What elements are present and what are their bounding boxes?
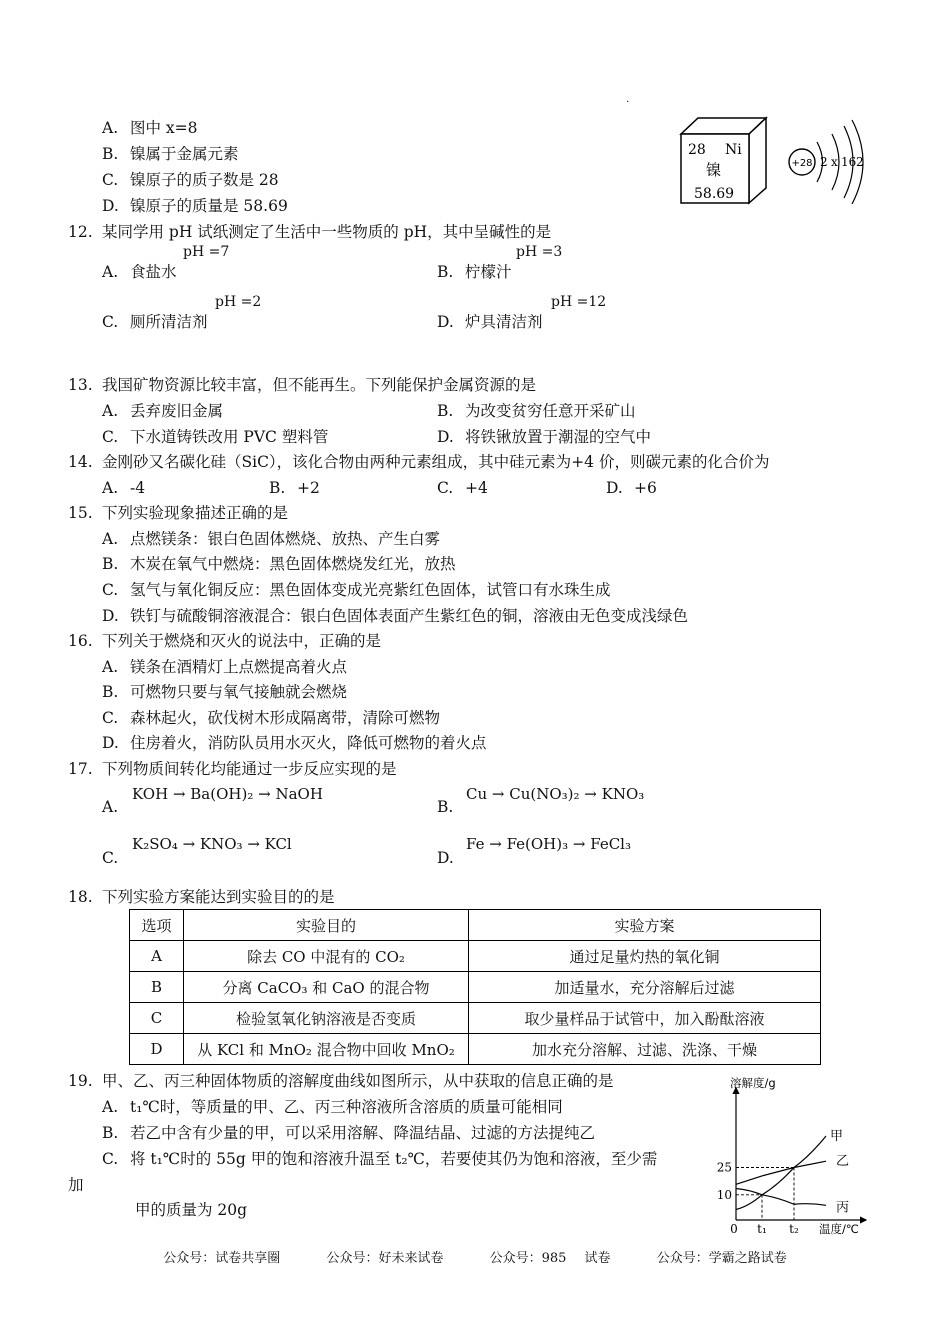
question-stem: 金刚砂又名碳化硅（SiC），该化合物由两种元素组成，其中硅元素为+4 价，则碳元素的化合价为 bbox=[102, 453, 770, 471]
option-letter: D. bbox=[102, 607, 119, 625]
option-text: 丢弃废旧金属 bbox=[130, 402, 224, 420]
option-letter: C. bbox=[102, 171, 119, 189]
series-label: 甲 bbox=[830, 1129, 844, 1144]
question-stem: 甲、乙、丙三种固体物质的溶解度曲线如图所示，从中获取的信息正确的是 bbox=[102, 1072, 614, 1090]
option-letter: D. bbox=[437, 849, 454, 867]
table-row bbox=[130, 972, 821, 1003]
option-letter: A. bbox=[102, 402, 119, 420]
table-cell: A bbox=[130, 941, 184, 972]
y-tick-label: 10 bbox=[716, 1187, 732, 1202]
option-text: 氢气与氧化铜反应：黑色固体变成光亮紫红色固体，试管口有水珠生成 bbox=[130, 581, 611, 599]
option-letter: D. bbox=[437, 428, 454, 446]
atom-structure-diagram bbox=[784, 114, 868, 206]
option-text: 将铁锹放置于潮湿的空气中 bbox=[465, 428, 652, 446]
y-axis-label: 溶解度/g bbox=[730, 1076, 776, 1090]
series-line-丙 bbox=[736, 1189, 826, 1206]
ph-value: pH =12 bbox=[551, 294, 607, 310]
table-cell: 加适量水，充分溶解后过滤 bbox=[469, 972, 821, 1003]
option-text: 镍原子的质量是 58.69 bbox=[130, 197, 288, 215]
option-text: +4 bbox=[465, 479, 488, 497]
footer-item: 公众号：好未来试卷 bbox=[326, 1251, 444, 1266]
option-text: 下水道铸铁改用 PVC 塑料管 bbox=[130, 428, 329, 446]
option-text-wrap: 加 bbox=[68, 1176, 84, 1194]
option-text: +6 bbox=[634, 479, 657, 497]
option-letter: B. bbox=[437, 798, 454, 816]
option-text: 图中 x=8 bbox=[130, 119, 198, 137]
option-text: 森林起火，砍伐树木形成隔离带，清除可燃物 bbox=[130, 709, 441, 727]
option-letter: C. bbox=[102, 581, 119, 599]
footer-item: 公众号：试卷共享圈 bbox=[163, 1251, 281, 1266]
table-cell: D bbox=[130, 1034, 184, 1065]
option-text: 将 t₁℃时的 55g 甲的饱和溶液升温至 t₂℃，若要使其仍为饱和溶液，至少需 bbox=[130, 1150, 658, 1168]
question-number: 13. bbox=[68, 376, 93, 394]
atom-nucleus-label: +28 bbox=[791, 158, 813, 169]
question-stem: 下列实验方案能达到实验目的的是 bbox=[102, 888, 335, 906]
option-letter: D. bbox=[102, 197, 119, 215]
option-letter: A. bbox=[102, 479, 119, 497]
shell-4-count: 2 bbox=[856, 155, 864, 169]
option-letter: B. bbox=[102, 1124, 119, 1142]
series-label: 乙 bbox=[836, 1154, 850, 1170]
question-stem: 我国矿物资源比较丰富，但不能再生。下列能保护金属资源的是 bbox=[102, 376, 537, 394]
question-stem: 下列实验现象描述正确的是 bbox=[102, 504, 289, 522]
option-text: 镍原子的质子数是 28 bbox=[130, 171, 279, 189]
option-letter: B. bbox=[102, 145, 119, 163]
table-header-cell: 实验方案 bbox=[469, 910, 821, 941]
option-letter: A. bbox=[102, 530, 119, 548]
x-axis-label: 温度/℃ bbox=[819, 1222, 859, 1236]
table-row bbox=[130, 1034, 821, 1065]
option-letter: D. bbox=[606, 479, 623, 497]
option-letter: B. bbox=[269, 479, 286, 497]
question-number: 18. bbox=[68, 888, 93, 906]
option-letter: B. bbox=[437, 402, 454, 420]
option-letter: D. bbox=[102, 734, 119, 752]
question-number: 14. bbox=[68, 453, 93, 471]
origin-label: 0 bbox=[730, 1222, 738, 1236]
option-letter: C. bbox=[102, 709, 119, 727]
question-stem: 下列物质间转化均能通过一步反应实现的是 bbox=[102, 760, 397, 778]
table-cell: 从 KCl 和 MnO₂ 混合物中回收 MnO₂ bbox=[184, 1034, 469, 1065]
option-text: 若乙中含有少量的甲，可以采用溶解、降温结晶、过滤的方法提纯乙 bbox=[130, 1124, 596, 1142]
element-card-figure bbox=[676, 114, 770, 206]
option-text: +2 bbox=[297, 479, 320, 497]
table-cell: 分离 CaCO₃ 和 CaO 的混合物 bbox=[184, 972, 469, 1003]
footer bbox=[0, 1247, 950, 1266]
reaction-chain-formula: KOH → Ba(OH)₂ → NaOH bbox=[132, 785, 323, 803]
solubility-chart bbox=[706, 1070, 876, 1238]
element-mass: 58.69 bbox=[694, 186, 735, 202]
question-number: 19. bbox=[68, 1072, 93, 1090]
reaction-chain-formula: K₂SO₄ → KNO₃ → KCl bbox=[132, 835, 292, 853]
table-header-row bbox=[130, 910, 821, 941]
option-text: 厕所清洁剂 bbox=[130, 313, 208, 331]
option-letter: C. bbox=[102, 428, 119, 446]
option-letter: B. bbox=[437, 263, 454, 281]
table-header-cell: 实验目的 bbox=[184, 910, 469, 941]
table-header-cell: 选项 bbox=[130, 910, 184, 941]
series-label: 丙 bbox=[836, 1200, 850, 1216]
footer-item: 公众号：学霸之路试卷 bbox=[656, 1251, 787, 1266]
element-symbol: Ni bbox=[725, 142, 742, 158]
table-cell: 取少量样品于试管中，加入酚酞溶液 bbox=[469, 1003, 821, 1034]
x-tick-label: t₁ bbox=[757, 1222, 767, 1236]
question-number: 15. bbox=[68, 504, 93, 522]
option-text: 可燃物只要与氧气接触就会燃烧 bbox=[130, 683, 348, 701]
table-cell: 检验氢氧化钠溶液是否变质 bbox=[184, 1003, 469, 1034]
option-letter: C. bbox=[102, 849, 119, 867]
question-number: 16. bbox=[68, 632, 93, 650]
option-text: 住房着火，消防队员用水灭火，降低可燃物的着火点 bbox=[130, 734, 487, 752]
option-letter: C. bbox=[102, 313, 119, 331]
option-text: 镍属于金属元素 bbox=[130, 145, 239, 163]
option-letter: C. bbox=[102, 1150, 119, 1168]
question-stem: 下列关于燃烧和灭火的说法中，正确的是 bbox=[102, 632, 382, 650]
option-text: 食盐水 bbox=[130, 263, 177, 281]
shell-1-count: 2 bbox=[820, 155, 828, 169]
reaction-chain-formula: Fe → Fe(OH)₃ → FeCl₃ bbox=[466, 835, 631, 853]
option-letter: D. bbox=[437, 313, 454, 331]
option-text: 柠檬汁 bbox=[465, 263, 512, 281]
option-text: 点燃镁条：银白色固体燃烧、放热、产生白雾 bbox=[130, 530, 441, 548]
element-number: 28 bbox=[688, 142, 706, 158]
table-cell: 通过足量灼热的氧化铜 bbox=[469, 941, 821, 972]
ph-value: pH =2 bbox=[215, 294, 262, 310]
option-letter: B. bbox=[102, 555, 119, 573]
reaction-chain-formula: Cu → Cu(NO₃)₂ → KNO₃ bbox=[466, 785, 645, 803]
option-letter: A. bbox=[102, 1098, 119, 1116]
option-letter: A. bbox=[102, 119, 119, 137]
option-letter: C. bbox=[437, 479, 454, 497]
question-number: 12. bbox=[68, 223, 93, 241]
table-cell: 除去 CO 中混有的 CO₂ bbox=[184, 941, 469, 972]
table-cell: 加水充分溶解、过滤、洗涤、干燥 bbox=[469, 1034, 821, 1065]
y-tick-label: 25 bbox=[716, 1160, 732, 1175]
option-letter: A. bbox=[102, 263, 119, 281]
table-cell: C bbox=[130, 1003, 184, 1034]
top-dot: . bbox=[626, 94, 630, 105]
option-letter: A. bbox=[102, 798, 119, 816]
option-letter: A. bbox=[102, 658, 119, 676]
option-text: 炉具清洁剂 bbox=[465, 313, 543, 331]
option-text: 铁钉与硫酸铜溶液混合：银白色固体表面产生紫红色的铜，溶液由无色变成浅绿色 bbox=[130, 607, 689, 625]
question-number: 17. bbox=[68, 760, 93, 778]
option-letter: B. bbox=[102, 683, 119, 701]
table-row bbox=[130, 1003, 821, 1034]
experiment-table bbox=[129, 909, 821, 1065]
option-text: 镁条在酒精灯上点燃提高着火点 bbox=[130, 658, 348, 676]
series-line-甲 bbox=[736, 1136, 826, 1210]
option-text: t₁℃时，等质量的甲、乙、丙三种溶液所含溶质的质量可能相同 bbox=[130, 1098, 563, 1116]
option-text: 木炭在氧气中燃烧：黑色固体燃烧发红光，放热 bbox=[130, 555, 456, 573]
option-text-wrap: 甲的质量为 20g bbox=[135, 1201, 248, 1219]
option-text: 为改变贫穷任意开采矿山 bbox=[465, 402, 636, 420]
shell-2-count: x bbox=[831, 155, 838, 169]
element-name: 镍 bbox=[706, 161, 722, 179]
question-stem: 某同学用 pH 试纸测定了生活中一些物质的 pH，其中呈碱性的是 bbox=[102, 223, 552, 241]
option-text: -4 bbox=[130, 479, 146, 497]
x-tick-label: t₂ bbox=[789, 1222, 799, 1236]
footer-item: 公众号：985 试卷 bbox=[489, 1251, 611, 1266]
ph-value: pH =3 bbox=[516, 244, 563, 260]
shell-3-count: 16 bbox=[841, 155, 857, 169]
table-cell: B bbox=[130, 972, 184, 1003]
ph-value: pH =7 bbox=[183, 244, 230, 260]
table-row bbox=[130, 941, 821, 972]
